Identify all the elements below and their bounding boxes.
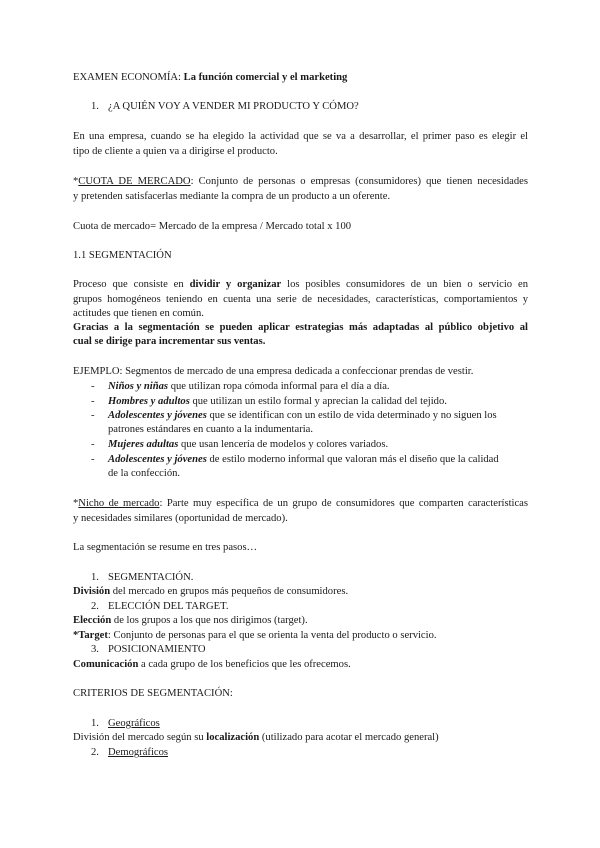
example-item-5 — [108, 453, 499, 468]
seg-p1-bold: dividir y organizar — [189, 279, 282, 290]
seg-p1-line-3: actitudes que tienen en común. — [73, 308, 204, 319]
example-item-text: de estilo moderno informal que valoran más el diseño que la calidad — [206, 454, 499, 465]
criterio-title: Demográficos — [108, 747, 169, 758]
step-text: de los grupos a los que nos dirigimos (target). — [111, 615, 308, 626]
example-item-text: que usan lencería de modelos y colores variados. — [178, 439, 389, 450]
seg-p1-line-2: grupos homogéneos teniendo en cuenta una serie de necesidades, características, comportamientos y — [73, 294, 528, 305]
cuota-term: CUOTA DE MERCADO — [78, 176, 191, 187]
step-text: a cada grupo de los beneficios que les ofrecemos. — [138, 659, 351, 670]
intro-line-2: tipo de cliente a quien va a dirigirse el producto. — [73, 146, 278, 157]
seg-p1-line-1 — [73, 278, 528, 293]
step-description — [73, 658, 351, 673]
example-item-5-cont: de la confección. — [108, 468, 181, 479]
steps-intro: La segmentación se resume en tres pasos… — [73, 542, 258, 553]
seg-p2-line-1 — [73, 321, 528, 336]
nicho-def-text: : Parte muy específica de un grupo de consumidores que comparten características — [159, 498, 529, 509]
criterio-number: 2. — [91, 747, 99, 758]
step-bold: División — [73, 586, 111, 597]
seg-p2-bold-2: cual se dirige para incrementar sus ventas. — [73, 336, 266, 347]
example-label: EJEMPLO — [73, 366, 120, 377]
cuota-definition-line-2: y pretenden satisfacerlas mediante la compra de un producto a un oferente. — [73, 191, 391, 202]
criterio-text-c: (utilizado para acotar el mercado general) — [259, 732, 439, 743]
step-title: ELECCIÓN DEL TARGET. — [108, 601, 229, 612]
example-item-text: que utilizan ropa cómoda informal para el día a día. — [168, 381, 390, 392]
example-item-bold: Mujeres adultas — [108, 439, 179, 450]
step-title: POSICIONAMIENTO — [108, 644, 206, 655]
criterio-number: 1. — [91, 718, 99, 729]
step-bold: Elección — [73, 615, 112, 626]
cuota-star: * — [73, 176, 79, 187]
target-text: : Conjunto de personas para el que se orienta la venta del producto o servicio. — [107, 630, 437, 641]
example-dash: - — [91, 454, 95, 465]
target-term: *Target — [73, 630, 108, 641]
example-item-bold: Adolescentes y jóvenes — [108, 410, 207, 421]
section1-heading: ¿A QUIÉN VOY A VENDER MI PRODUCTO Y CÓMO? — [108, 101, 359, 112]
nicho-star: * — [73, 498, 79, 509]
nicho-line-1 — [73, 497, 528, 512]
step-text: del mercado en grupos más pequeños de consumidores. — [110, 586, 349, 597]
example-intro — [73, 365, 473, 380]
example-item-bold: Hombres y adultos — [108, 396, 190, 407]
title-prefix: EXAMEN ECONOMÍA: — [73, 72, 184, 83]
step-number: 2. — [91, 601, 99, 612]
seg-p2-bold-1: Gracias a la segmentación se pueden aplicar estrategias más adaptadas al público objetivo al — [73, 322, 528, 333]
example-dash: - — [91, 410, 95, 421]
seg-p1-text-c: los posibles consumidores de un bien o servicio en — [281, 279, 528, 290]
document-title — [73, 71, 347, 86]
example-item-4 — [108, 438, 388, 453]
cuota-def-text: : Conjunto de personas o empresas (consumidores) que tienen necesidades — [190, 176, 528, 187]
step-number: 3. — [91, 644, 99, 655]
criterios-heading: CRITERIOS DE SEGMENTACIÓN: — [73, 688, 233, 699]
example-item-3-cont: patrones estándares en cuanto a la indumentaria. — [108, 424, 314, 435]
step-number: 1. — [91, 572, 99, 583]
example-item-text: que se identifican con un estilo de vida determinado y no siguen los — [206, 410, 497, 421]
title-topic: La función comercial y el marketing — [183, 72, 348, 83]
example-item-text: que utilizan un estilo formal y aprecian la calidad del tejido. — [189, 396, 447, 407]
criterio-title: Geográficos — [108, 718, 160, 729]
example-dash: - — [91, 396, 95, 407]
step-description — [73, 585, 348, 600]
example-item-bold: Niños y niñas — [108, 381, 169, 392]
step-title: SEGMENTACIÓN. — [108, 572, 194, 583]
example-item-1 — [108, 380, 390, 395]
example-item-3 — [108, 409, 497, 424]
section11-heading: 1.1 SEGMENTACIÓN — [73, 250, 172, 261]
cuota-formula: Cuota de mercado= Mercado de la empresa / Mercado total x 100 — [73, 221, 352, 232]
example-dash: - — [91, 381, 95, 392]
example-item-bold: Adolescentes y jóvenes — [108, 454, 207, 465]
intro-line-1: En una empresa, cuando se ha elegido la actividad que se va a desarrollar, el primer paso es elegir el — [73, 131, 528, 142]
example-item-2 — [108, 395, 447, 410]
example-dash: - — [91, 439, 95, 450]
seg-p2-line-2 — [73, 335, 265, 350]
seg-p1-text-a: Proceso que consiste en — [73, 279, 190, 290]
step-description — [73, 614, 308, 629]
criterio-description — [73, 731, 439, 746]
nicho-line-2: y necesidades similares (oportunidad de mercado). — [73, 513, 288, 524]
section1-number: 1. — [91, 101, 99, 112]
cuota-definition-line-1 — [73, 175, 528, 190]
target-definition — [73, 629, 437, 644]
criterio-bold: localización — [206, 732, 260, 743]
step-bold: Comunicación — [73, 659, 139, 670]
example-intro-text: : Segmentos de mercado de una empresa dedicada a confeccionar prendas de vestir. — [119, 366, 474, 377]
criterio-text-a: División del mercado según su — [73, 732, 207, 743]
nicho-term: Nicho de mercado — [78, 498, 160, 509]
